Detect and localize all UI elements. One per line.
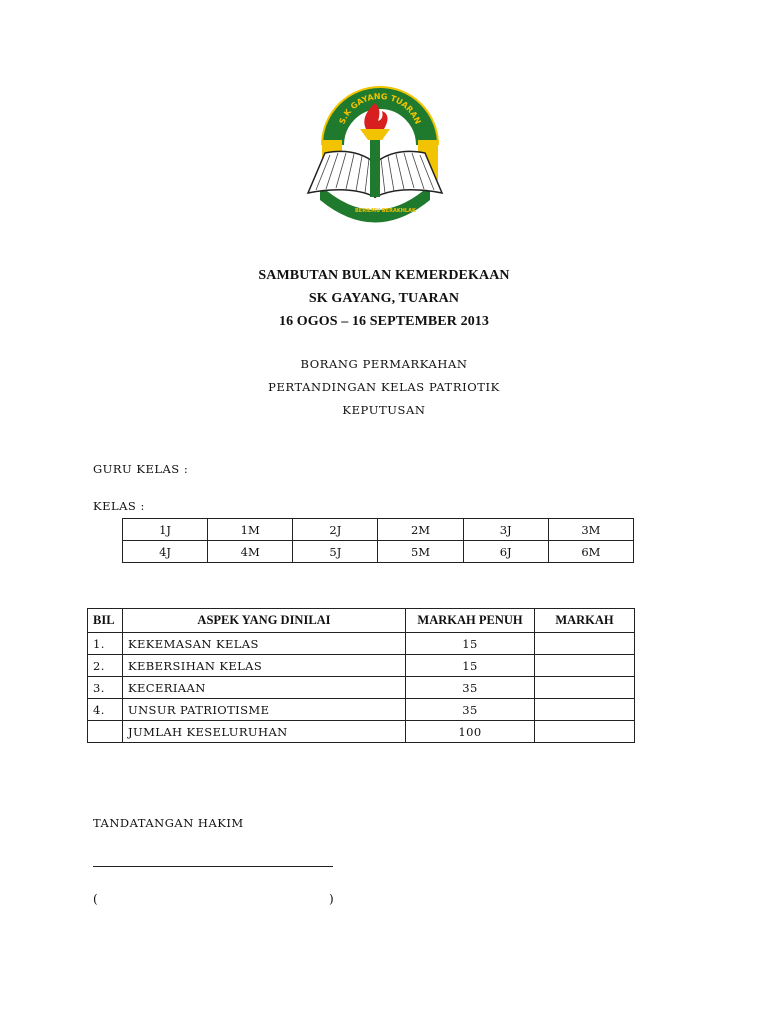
kelas-cell: 2J — [293, 519, 378, 541]
bil-cell — [88, 721, 123, 743]
kelas-row — [123, 519, 634, 541]
bil-cell: 2. — [88, 655, 123, 677]
table-row — [88, 677, 635, 699]
header-bil: BIL — [88, 609, 123, 633]
markah-penuh-cell: 100 — [406, 721, 535, 743]
table-row — [88, 655, 635, 677]
bil-cell: 1. — [88, 633, 123, 655]
school-logo — [300, 85, 450, 225]
kelas-label: KELAS : — [93, 499, 145, 513]
title-line-3: 16 OGOS – 16 SEPTEMBER 2013 — [278, 314, 489, 329]
logo-ring-text: S.K GAYANG TUARAN — [337, 91, 423, 126]
kelas-row — [123, 541, 634, 563]
marking-header-row — [88, 609, 635, 633]
subtitle-line-1: BORANG PERMARKAHAN — [300, 357, 468, 371]
name-open-paren: ( — [93, 892, 98, 906]
markah-cell[interactable] — [535, 699, 635, 721]
name-close-paren: ) — [329, 892, 334, 906]
markah-cell[interactable] — [535, 633, 635, 655]
markah-penuh-cell: 15 — [406, 655, 535, 677]
title-line-2: SK GAYANG, TUARAN — [308, 291, 460, 306]
markah-penuh-cell: 35 — [406, 677, 535, 699]
table-row — [88, 699, 635, 721]
signature-line[interactable] — [93, 866, 333, 867]
header-markah: MARKAH — [535, 609, 635, 633]
signature-label: TANDATANGAN HAKIM — [93, 816, 244, 830]
markah-cell[interactable] — [535, 721, 635, 743]
bil-cell: 4. — [88, 699, 123, 721]
kelas-cell: 3M — [548, 519, 633, 541]
aspek-cell: KEBERSIHAN KELAS — [123, 655, 406, 677]
markah-cell[interactable] — [535, 677, 635, 699]
aspek-cell: JUMLAH KESELURUHAN — [123, 721, 406, 743]
kelas-cell: 5M — [378, 541, 463, 563]
bil-cell: 3. — [88, 677, 123, 699]
markah-penuh-cell: 15 — [406, 633, 535, 655]
header-aspek: ASPEK YANG DINILAI — [123, 609, 406, 633]
kelas-cell: 4M — [208, 541, 293, 563]
kelas-cell: 2M — [378, 519, 463, 541]
logo-motto: BERILMU BERAKHLAK — [355, 208, 416, 214]
subtitle-line-3: KEPUTUSAN — [342, 403, 426, 417]
markah-penuh-cell: 35 — [406, 699, 535, 721]
title-line-1: SAMBUTAN BULAN KEMERDEKAAN — [258, 268, 510, 283]
kelas-cell: 6M — [548, 541, 633, 563]
kelas-cell: 1M — [208, 519, 293, 541]
marking-table — [87, 608, 635, 743]
aspek-cell: KECERIAAN — [123, 677, 406, 699]
kelas-cell: 3J — [463, 519, 548, 541]
table-row — [88, 633, 635, 655]
kelas-table — [122, 518, 634, 563]
subtitle-line-2: PERTANDINGAN KELAS PATRIOTIK — [268, 380, 500, 394]
kelas-cell: 4J — [123, 541, 208, 563]
table-row-total — [88, 721, 635, 743]
aspek-cell: KEKEMASAN KELAS — [123, 633, 406, 655]
guru-kelas-label: GURU KELAS : — [93, 462, 189, 476]
kelas-cell: 5J — [293, 541, 378, 563]
kelas-cell: 1J — [123, 519, 208, 541]
aspek-cell: UNSUR PATRIOTISME — [123, 699, 406, 721]
kelas-cell: 6J — [463, 541, 548, 563]
header-markah-penuh: MARKAH PENUH — [406, 609, 535, 633]
markah-cell[interactable] — [535, 655, 635, 677]
